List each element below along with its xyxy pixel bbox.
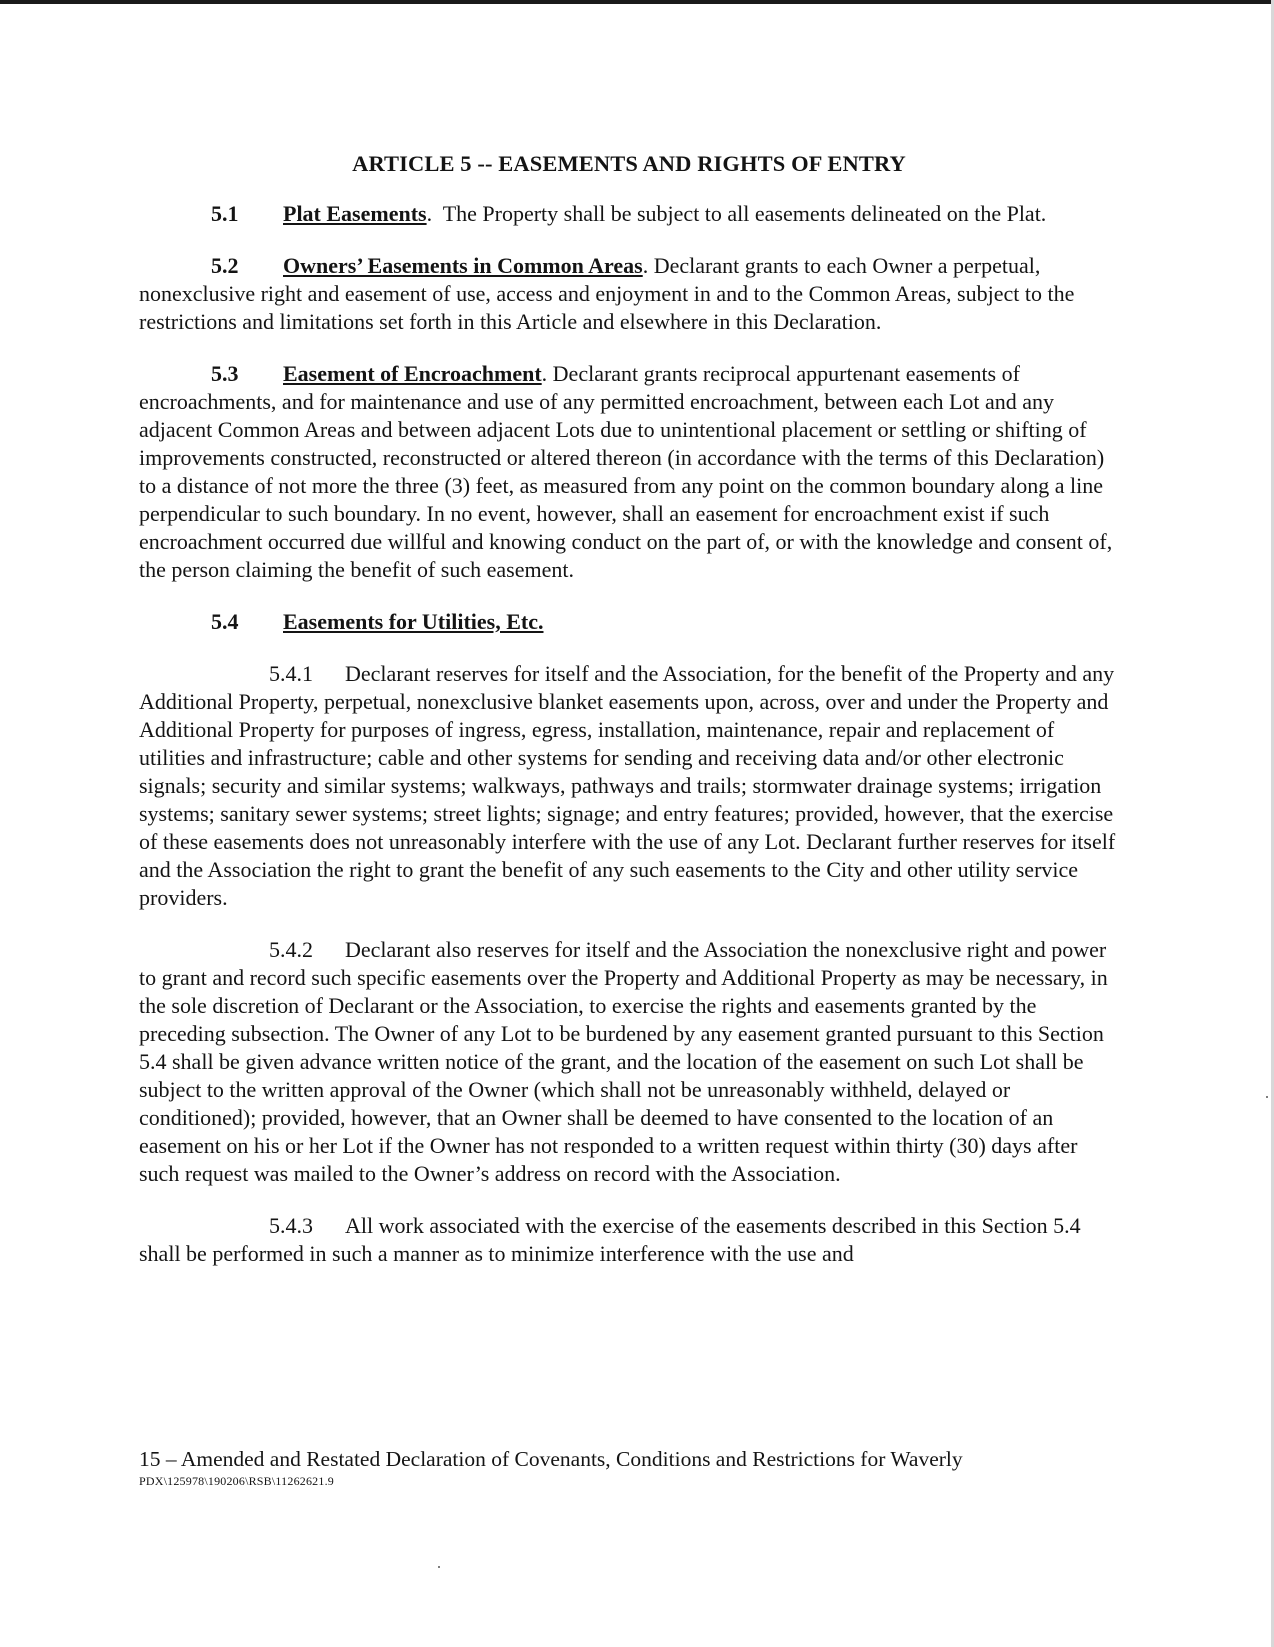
section-body: Declarant grants reciprocal appurtenant easements of encroachments, and for maintenance and use of any permitted encroachment, between each Lot and any adjacent Common Areas and between adjacent Lots due to unintentional placement or settling or shifting of improvements constructed, reconstructed or altered thereon (in accordance with the terms of this Declaration) to a distance of not more the three (3) feet, as measured from any point on the common boundary along a line perpendicular to such boundary. In no event, however, shall an easement for encroachment exist if such encroachment occurred due willful and knowing conduct on the part of, or with the knowledge and consent of, the person claiming the benefit of such easement.: [139, 361, 1113, 582]
subsection-5-4-1: [139, 660, 1119, 912]
subsection-5-4-2: [139, 936, 1119, 1188]
section-title: Owners’ Easements in Common Areas: [283, 253, 643, 278]
scan-speck: [438, 1566, 440, 1568]
section-5-2: [139, 252, 1119, 336]
document-body: [139, 150, 1119, 1268]
section-number: 5.1: [211, 201, 239, 226]
section-title: Easement of Encroachment: [283, 361, 542, 386]
footer-doc-code: PDX\125978\190206\RSB\11262621.9: [139, 1474, 334, 1488]
article-title: ARTICLE 5 -- EASEMENTS AND RIGHTS OF ENTRY: [352, 151, 906, 176]
subsection-5-4-3: [139, 1212, 1119, 1268]
subsection-body: All work associated with the exercise of the easements described in this Section 5.4 shall be performed in such a manner as to minimize interference with the use and: [139, 1213, 1081, 1266]
section-5-4: [139, 608, 1119, 636]
section-title-punct: .: [541, 361, 548, 386]
section-number: 5.2: [211, 253, 239, 278]
section-5-1: [139, 200, 1119, 228]
scan-top-edge: [0, 0, 1274, 4]
section-5-3: [139, 360, 1119, 584]
section-body: Declarant grants to each Owner a perpetual, nonexclusive right and easement of use, access and enjoyment in and to the Common Areas, subject to the restrictions and limitations set forth in this Article and elsewhere in this Declaration.: [139, 253, 1075, 334]
page-footer: [139, 1446, 1139, 1488]
footer-page-line: 15 – Amended and Restated Declaration of Covenants, Conditions and Restrictions for Waverly: [139, 1447, 963, 1471]
subsection-body: Declarant also reserves for itself and the Association the nonexclusive right and power to grant and record such specific easements over the Property and Additional Property as may be necessary, in the sole discretion of Declarant or the Association, to exercise the rights and easements granted by the preceding subsection. The Owner of any Lot to be burdened by any easement granted pursuant to this Section 5.4 shall be given advance written notice of the grant, and the location of the easement on such Lot shall be subject to the written approval of the Owner (which shall not be unreasonably withheld, delayed or conditioned); provided, however, that an Owner shall be deemed to have consented to the location of an easement on his or her Lot if the Owner has not responded to a written request within thirty (30) days after such request was mailed to the Owner’s address on record with the Association.: [139, 937, 1108, 1186]
scan-speck: [1266, 1096, 1268, 1098]
subsection-number: 5.4.3: [269, 1213, 313, 1238]
section-number: 5.3: [211, 361, 239, 386]
section-number: 5.4: [211, 609, 239, 634]
section-title-punct: .: [642, 253, 649, 278]
section-title-punct: .: [426, 201, 433, 226]
section-title: Plat Easements: [283, 201, 427, 226]
section-title: Easements for Utilities, Etc.: [283, 609, 544, 634]
subsection-number: 5.4.2: [269, 937, 313, 962]
subsection-number: 5.4.1: [269, 661, 313, 686]
section-body: The Property shall be subject to all easements delineated on the Plat.: [442, 201, 1047, 226]
subsection-body: Declarant reserves for itself and the Association, for the benefit of the Property and any Additional Property, perpetual, nonexclusive blanket easements upon, across, over and under the Property and Additional Property for purposes of ingress, egress, installation, maintenance, repair and replacement of utilities and infrastructure; cable and other systems for sending and receiving data and/or other electronic signals; security and similar systems; walkways, pathways and trails; stormwater drainage systems; irrigation systems; sanitary sewer systems; street lights; signage; and entry features; provided, however, that the exercise of these easements does not unreasonably interfere with the use of any Lot. Declarant further reserves for itself and the Association the right to grant the benefit of any such easements to the City and other utility service providers.: [139, 661, 1116, 910]
